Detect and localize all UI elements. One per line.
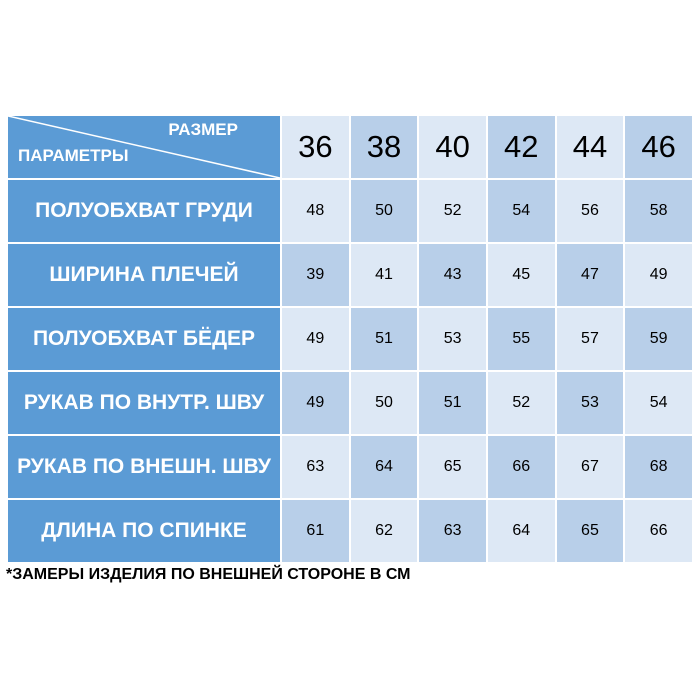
parameter-label: РУКАВ ПО ВНУТР. ШВУ (7, 371, 281, 435)
measurement-value: 54 (624, 371, 693, 435)
measurement-value: 49 (624, 243, 693, 307)
parameters-header-label: ПАРАМЕТРЫ (18, 146, 129, 165)
size-header: 44 (556, 115, 625, 179)
measurement-value: 53 (556, 371, 625, 435)
measurement-value: 47 (556, 243, 625, 307)
measurement-value: 59 (624, 307, 693, 371)
parameter-label: ПОЛУОБХВАТ ГРУДИ (7, 179, 281, 243)
table-row (7, 371, 693, 435)
measurement-value: 58 (624, 179, 693, 243)
measurement-value: 50 (350, 371, 419, 435)
measurement-value: 65 (556, 499, 625, 563)
measurement-value: 48 (281, 179, 350, 243)
measurement-value: 66 (624, 499, 693, 563)
measurement-value: 63 (281, 435, 350, 499)
measurement-value: 51 (350, 307, 419, 371)
header-row (7, 115, 693, 179)
measurement-value: 49 (281, 371, 350, 435)
size-header: 38 (350, 115, 419, 179)
corner-header-cell (7, 115, 281, 179)
size-chart-table (6, 114, 694, 564)
measurement-value: 52 (418, 179, 487, 243)
measurement-value: 62 (350, 499, 419, 563)
table-row (7, 499, 693, 563)
table-row (7, 307, 693, 371)
measurement-value: 45 (487, 243, 556, 307)
table-row (7, 179, 693, 243)
size-header: 42 (487, 115, 556, 179)
measurement-value: 64 (350, 435, 419, 499)
measurement-value: 66 (487, 435, 556, 499)
parameter-label: ШИРИНА ПЛЕЧЕЙ (7, 243, 281, 307)
measurement-value: 49 (281, 307, 350, 371)
measurement-value: 68 (624, 435, 693, 499)
table-row (7, 435, 693, 499)
measurement-value: 61 (281, 499, 350, 563)
measurement-value: 63 (418, 499, 487, 563)
measurement-value: 52 (487, 371, 556, 435)
size-header: 46 (624, 115, 693, 179)
parameter-label: РУКАВ ПО ВНЕШН. ШВУ (7, 435, 281, 499)
table-row (7, 243, 693, 307)
measurement-value: 51 (418, 371, 487, 435)
measurement-value: 54 (487, 179, 556, 243)
measurement-value: 50 (350, 179, 419, 243)
measurement-value: 43 (418, 243, 487, 307)
measurement-value: 65 (418, 435, 487, 499)
measurement-value: 56 (556, 179, 625, 243)
parameter-label: ПОЛУОБХВАТ БЁДЕР (7, 307, 281, 371)
measurement-value: 64 (487, 499, 556, 563)
measurement-value: 53 (418, 307, 487, 371)
parameter-label: ДЛИНА ПО СПИНКЕ (7, 499, 281, 563)
measurement-value: 67 (556, 435, 625, 499)
measurement-value: 39 (281, 243, 350, 307)
measurement-footnote: *ЗАМЕРЫ ИЗДЕЛИЯ ПО ВНЕШНЕЙ СТОРОНЕ В СМ (6, 566, 411, 583)
measurement-value: 57 (556, 307, 625, 371)
size-header: 36 (281, 115, 350, 179)
measurement-value: 55 (487, 307, 556, 371)
size-header-label: РАЗМЕР (168, 120, 238, 139)
measurement-value: 41 (350, 243, 419, 307)
size-header: 40 (418, 115, 487, 179)
